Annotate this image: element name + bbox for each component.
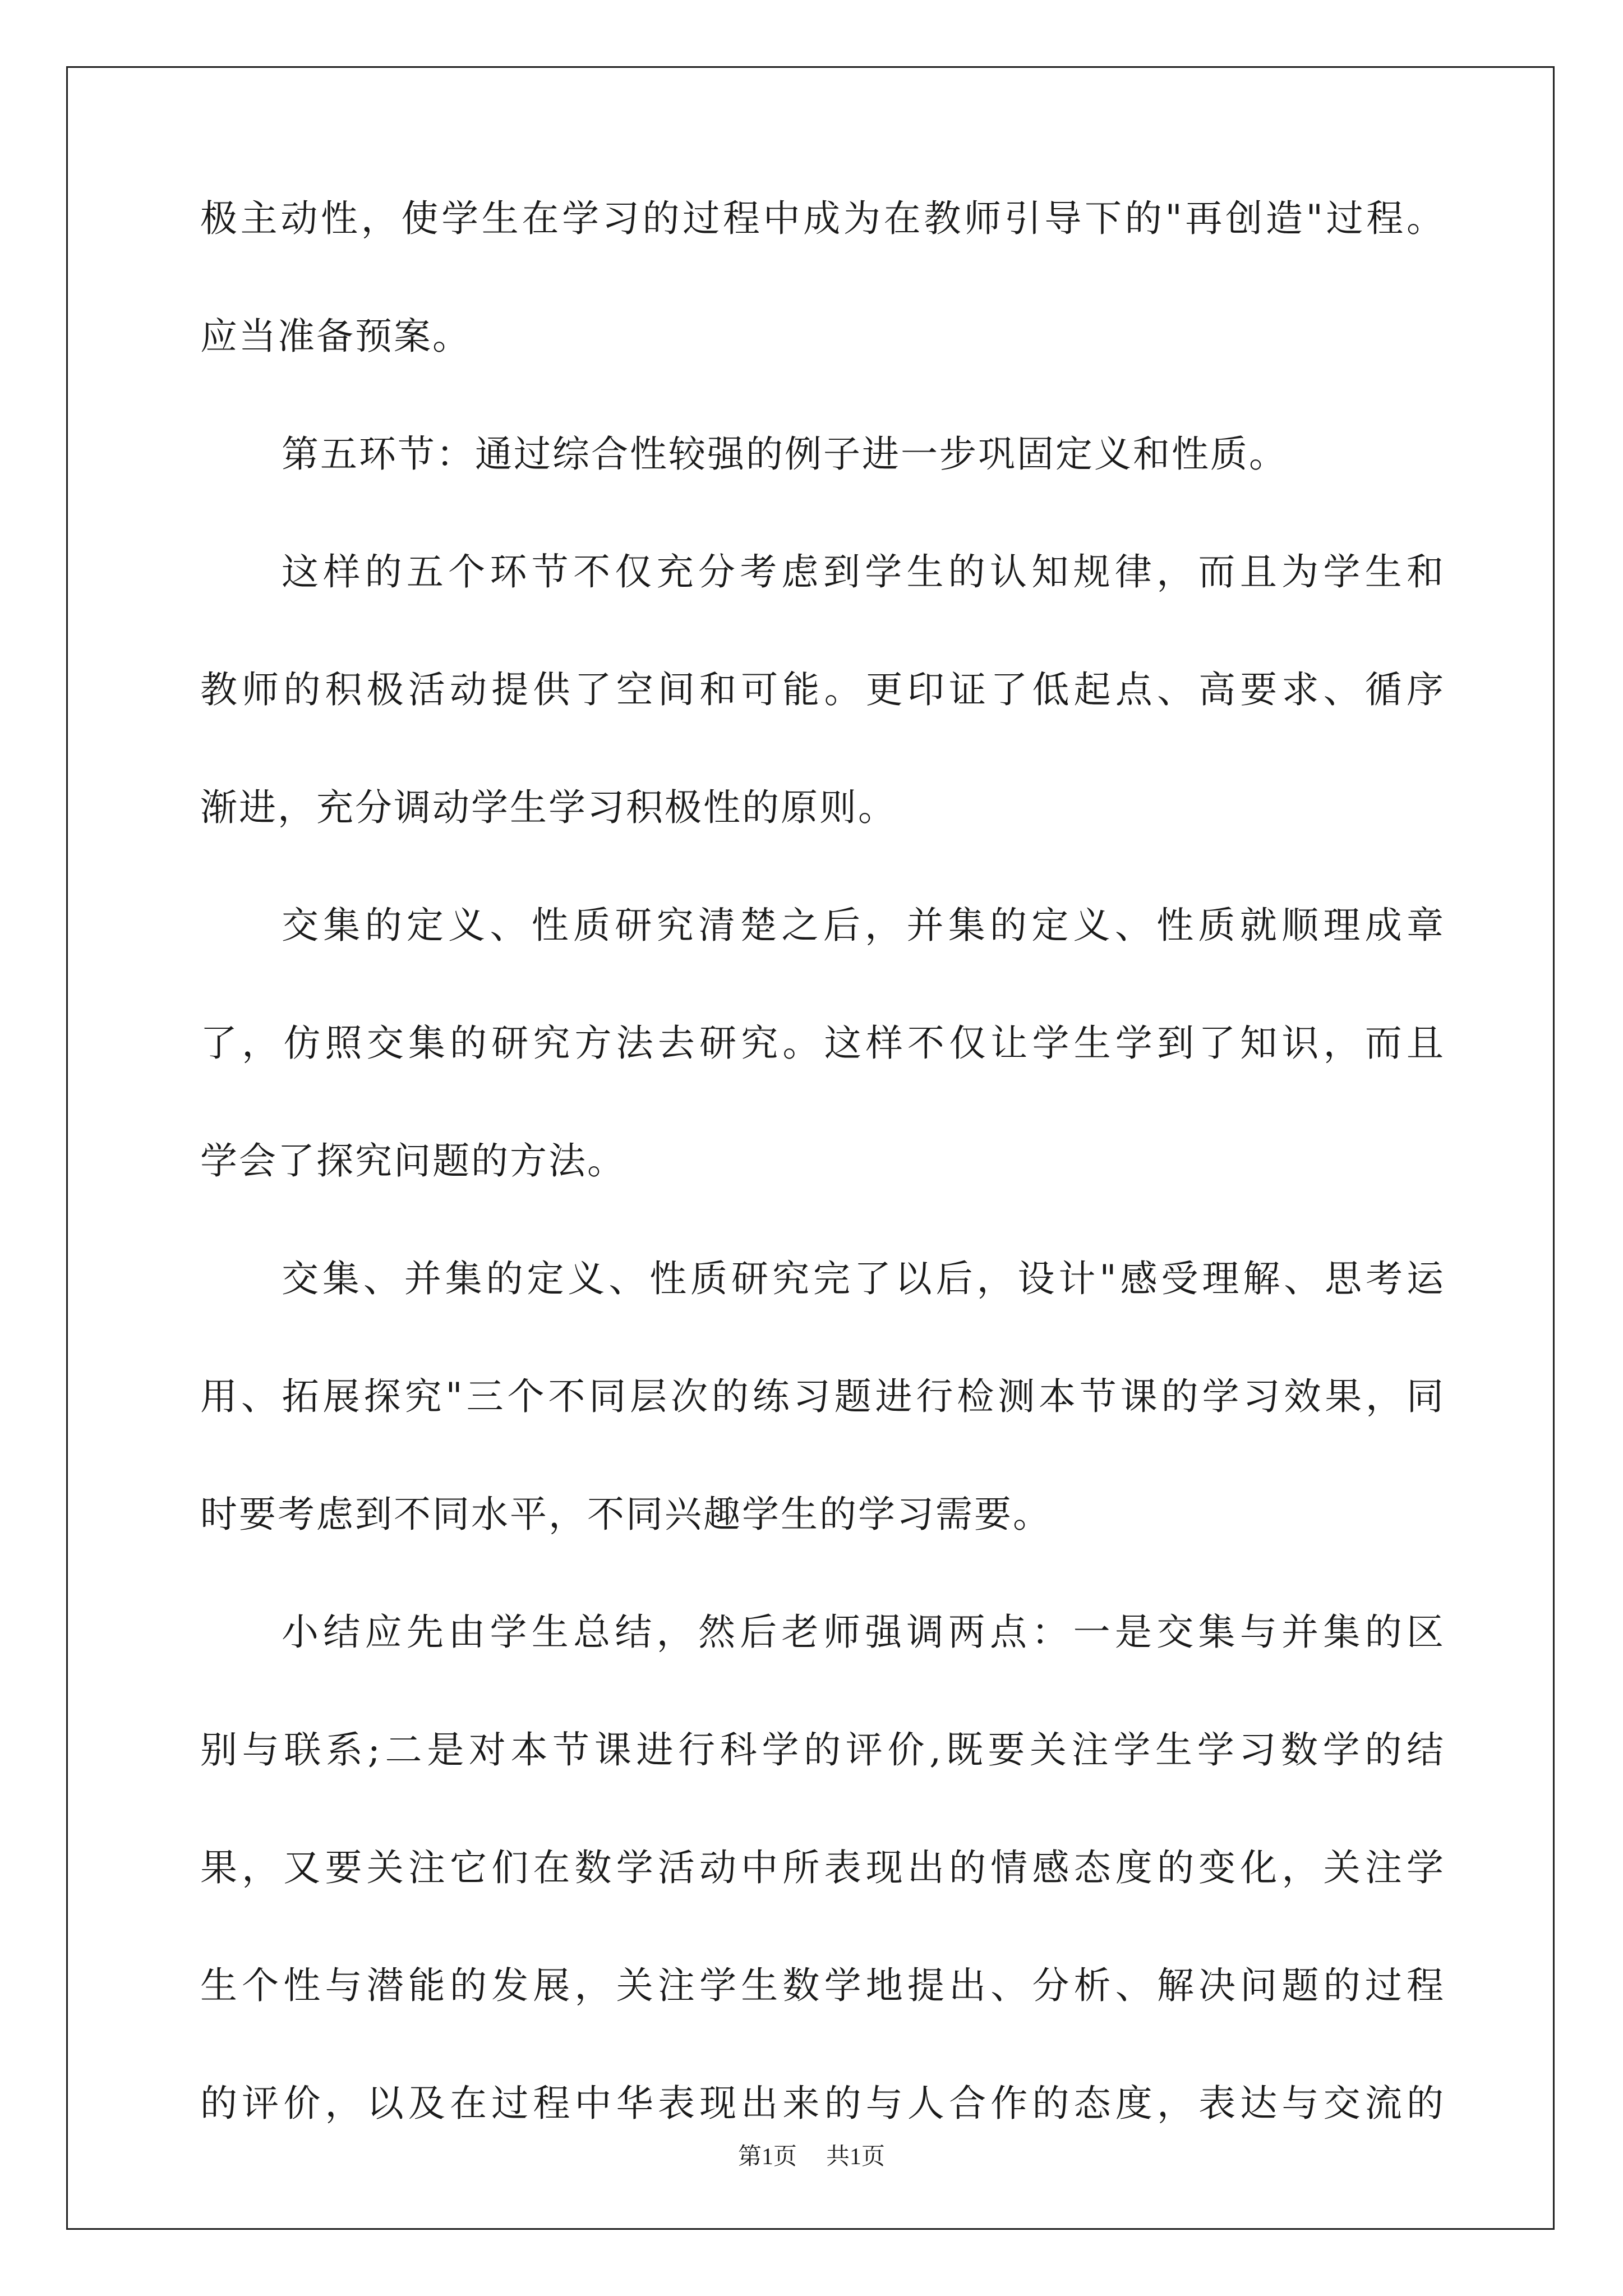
text-line: 用、拓展探究"三个不同层次的练习题进行检测本节课的学习效果，同 (200, 1375, 1445, 1418)
page-footer (0, 2143, 1623, 2171)
text-line: 果，又要关注它们在数学活动中所表现出的情感态度的变化，关注学 (200, 1846, 1445, 1889)
text-line: 了，仿照交集的研究方法去研究。这样不仅让学生学到了知识，而且 (200, 1022, 1445, 1065)
text-line: 的评价，以及在过程中华表现出来的与人合作的态度，表达与交流的 (200, 2082, 1445, 2125)
text-line: 生个性与潜能的发展，关注学生数学地提出、分析、解决问题的过程 (200, 1964, 1445, 2007)
text-line: 时要考虑到不同水平，不同兴趣学生的学习需要。 (200, 1493, 1052, 1536)
text-line: 别与联系;二是对本节课进行科学的评价,既要关注学生学习数学的结 (200, 1728, 1445, 1772)
document-body (200, 199, 1445, 2123)
page-number: 第1页 (737, 2144, 797, 2170)
text-line: 应当准备预案。 (200, 315, 471, 358)
text-line: 交集的定义、性质研究清楚之后，并集的定义、性质就顺理成章 (282, 904, 1445, 947)
text-line: 第五环节：通过综合性较强的例子进一步巩固定义和性质。 (282, 432, 1288, 476)
text-line: 交集、并集的定义、性质研究完了以后，设计"感受理解、思考运 (282, 1257, 1445, 1300)
text-line: 极主动性，使学生在学习的过程中成为在教师引导下的"再创造"过程。 (200, 197, 1445, 240)
text-line: 小结应先由学生总结，然后老师强调两点：一是交集与并集的区 (282, 1611, 1445, 1654)
text-line: 教师的积极活动提供了空间和可能。更印证了低起点、高要求、循序 (200, 668, 1445, 711)
text-line: 这样的五个环节不仅充分考虑到学生的认知规律，而且为学生和 (282, 550, 1445, 593)
page-total: 共1页 (826, 2144, 886, 2170)
text-line: 渐进，充分调动学生学习积极性的原则。 (200, 786, 897, 829)
text-line: 学会了探究问题的方法。 (200, 1139, 626, 1182)
